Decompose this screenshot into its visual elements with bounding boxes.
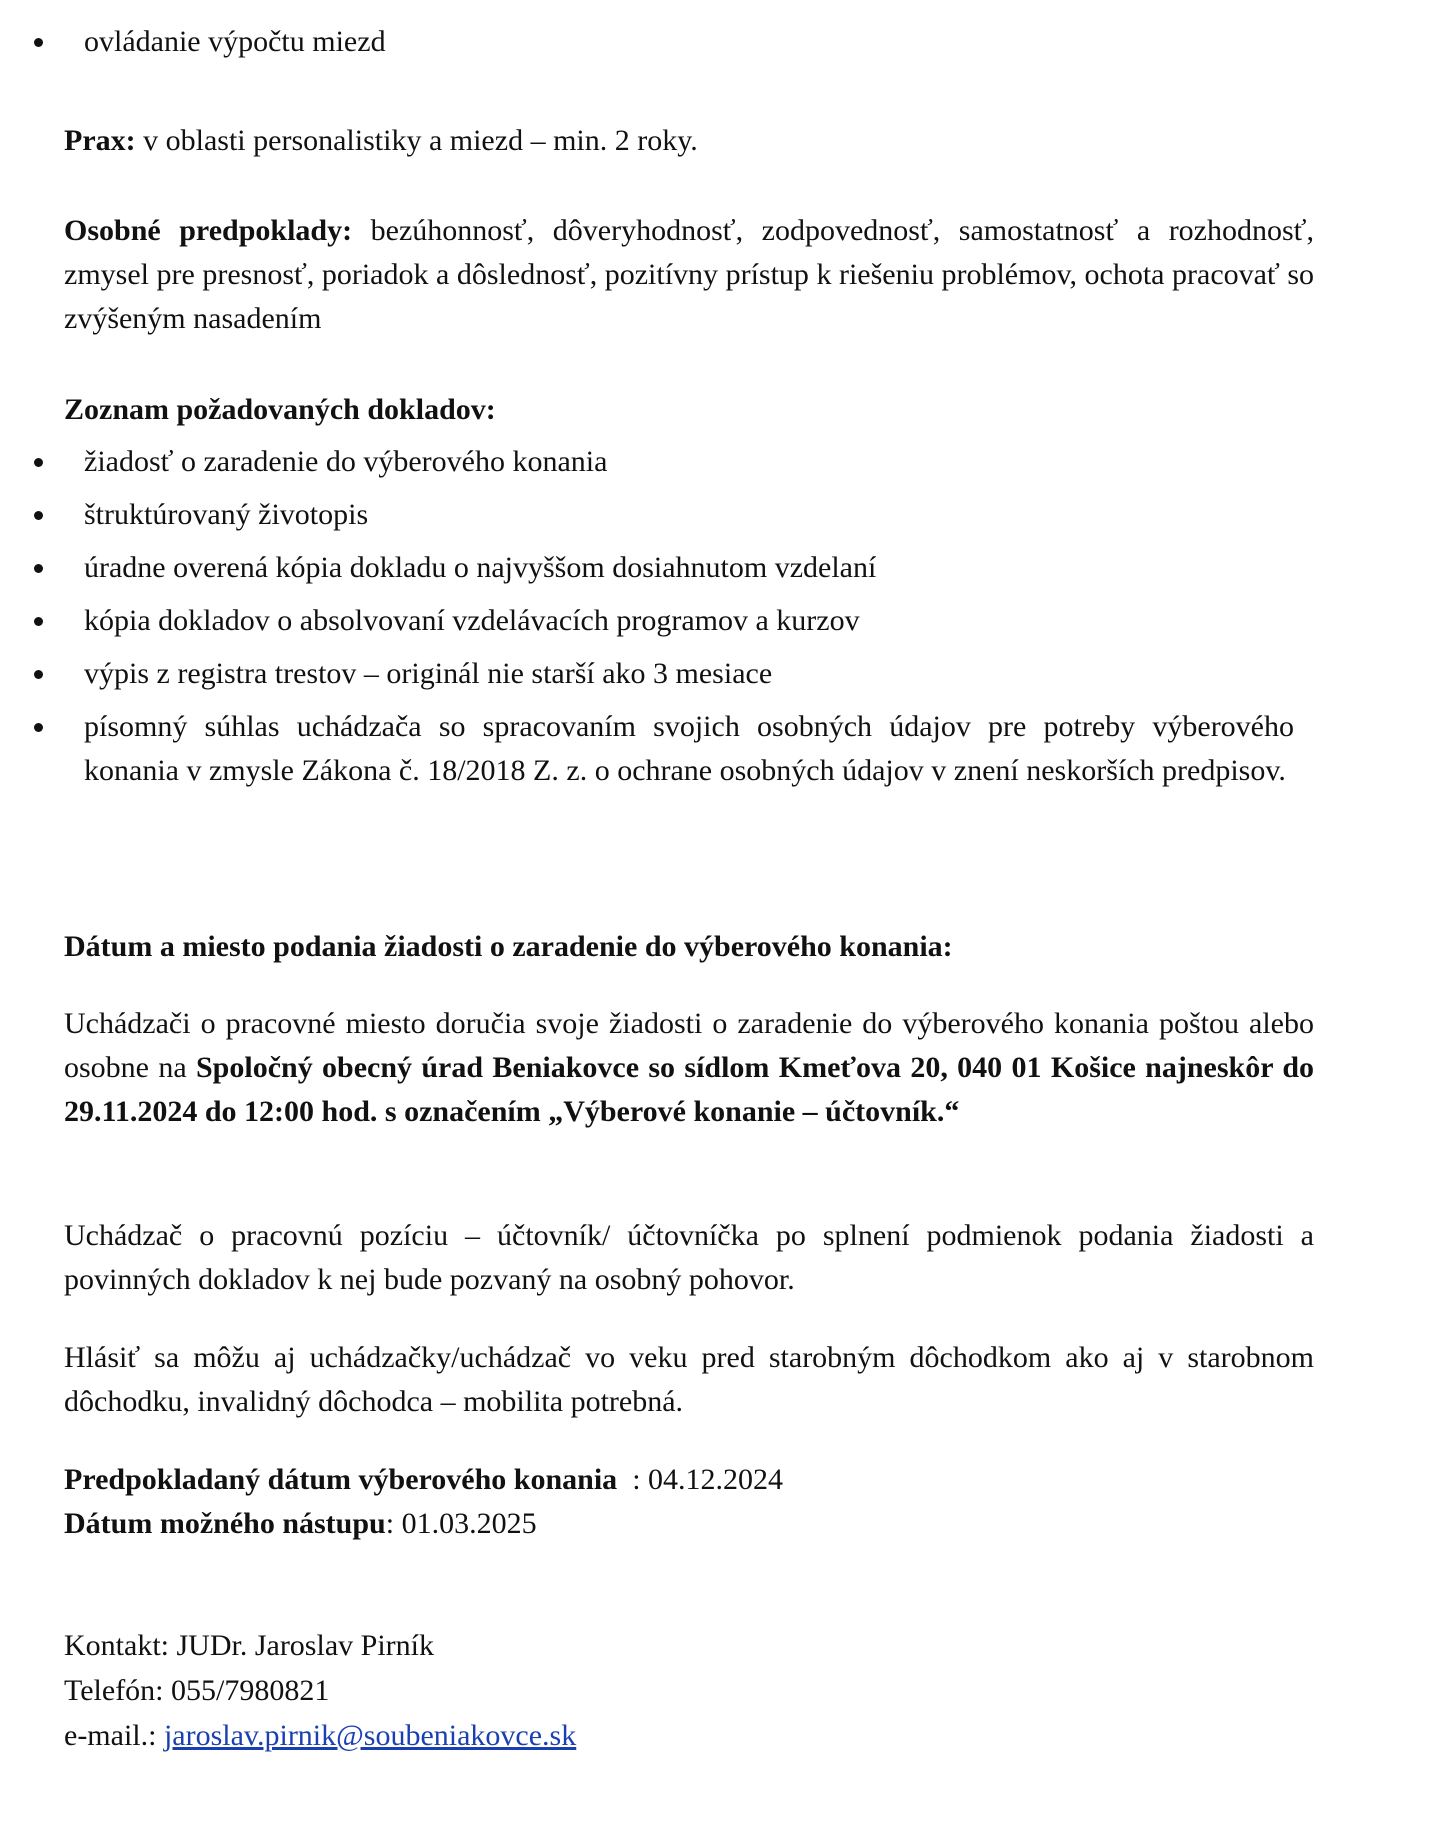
kontakt-line: Kontakt: JUDr. Jaroslav Pirník	[64, 1629, 434, 1662]
top-bullet-list	[0, 20, 1300, 64]
list-item	[0, 493, 1300, 537]
doklady-heading: Zoznam požadovaných dokladov:	[64, 393, 496, 426]
list-item-text: úradne overená kópia dokladu o najvyššom dosiahnutom vzdelaní	[84, 551, 877, 584]
termin-konania-value: : 04.12.2024	[617, 1463, 784, 1496]
podanie-heading: Dátum a miesto podania žiadosti o zaradenie do výberového konania:	[64, 930, 953, 963]
podanie-paragraph-1	[64, 1002, 1314, 1134]
podanie-paragraph-3: Hlásiť sa môžu aj uchádzačky/uchádzač vo veku pred starobným dôchodkom ako aj v starobnom dôchodku, invalidný dôchodca – mobilita potrebná.	[64, 1341, 1314, 1418]
bullet-icon	[34, 458, 43, 467]
list-item-text: žiadosť o zaradenie do výberového konania	[84, 445, 608, 478]
termin-konania-label: Predpokladaný dátum výberového konania	[64, 1463, 618, 1496]
datum-nastupu-label: Dátum možného nástupu	[64, 1507, 386, 1540]
list-item-text: písomný súhlas uchádzača so spracovaním svojich osobných údajov pre potreby výberového konania v zmysle Zákona č. 18/2018 Z. z. o ochrane osobných údajov v znení neskorších predpisov.	[84, 710, 1294, 787]
list-item	[0, 20, 1300, 64]
list-item	[0, 652, 1300, 696]
bullet-icon	[34, 564, 43, 573]
datum-nastupu-value: : 01.03.2025	[385, 1507, 537, 1540]
list-item-text: štruktúrovaný životopis	[84, 498, 369, 531]
list-item-text: kópia dokladov o absolvovaní vzdelávacích programov a kurzov	[84, 604, 860, 637]
doklady-list	[0, 440, 1300, 793]
list-item	[0, 546, 1300, 590]
datum-nastupu-line	[64, 1502, 1314, 1546]
list-item	[0, 440, 1300, 484]
podanie-p1-address: Spoločný obecný úrad Beniakovce so sídlom Kmeťova 20, 040 01 Košice najneskôr do 29.11.2024 do 12:00 hod. s označením „Výberové konanie – účtovník.“	[64, 1051, 1314, 1128]
prax-text: v oblasti personalistiky a miezd – min. 2 roky.	[135, 124, 698, 157]
prax-paragraph	[64, 119, 1314, 163]
email-label: e-mail.:	[64, 1719, 164, 1752]
list-item	[0, 599, 1300, 643]
list-item	[0, 705, 1300, 793]
termin-konania-line	[64, 1458, 1314, 1502]
email-link[interactable]: jaroslav.pirnik@soubeniakovce.sk	[163, 1719, 577, 1752]
bullet-icon	[34, 38, 43, 47]
prax-label: Prax:	[64, 124, 136, 157]
bullet-icon	[34, 670, 43, 679]
podanie-p1-text: Uchádzači o pracovné miesto doručia svoje žiadosti o zaradenie do výberového konania poštou alebo osobne na	[64, 1007, 1314, 1084]
telefon-line: Telefón: 055/7980821	[64, 1674, 330, 1707]
email-line	[64, 1714, 1314, 1758]
osobne-predpoklady-paragraph	[64, 209, 1314, 341]
bullet-icon	[34, 723, 43, 732]
list-item-text: výpis z registra trestov – originál nie starší ako 3 mesiace	[84, 657, 773, 690]
osobne-label: Osobné predpoklady:	[64, 214, 353, 247]
bullet-icon	[34, 511, 43, 520]
podanie-paragraph-2: Uchádzač o pracovnú pozíciu – účtovník/ účtovníčka po splnení podmienok podania žiadosti a povinných dokladov k nej bude pozvaný na osobný pohovor.	[64, 1219, 1314, 1296]
osobne-text: bezúhonnosť, dôveryhodnosť, zodpovednosť, samostatnosť a rozhodnosť, zmysel pre presnosť, poriadok a dôslednosť, pozitívny prístup k riešeniu problémov, ochota pracovať so zvýšeným nasadením	[64, 214, 1314, 335]
list-item-text: ovládanie výpočtu miezd	[84, 25, 386, 58]
bullet-icon	[34, 617, 43, 626]
